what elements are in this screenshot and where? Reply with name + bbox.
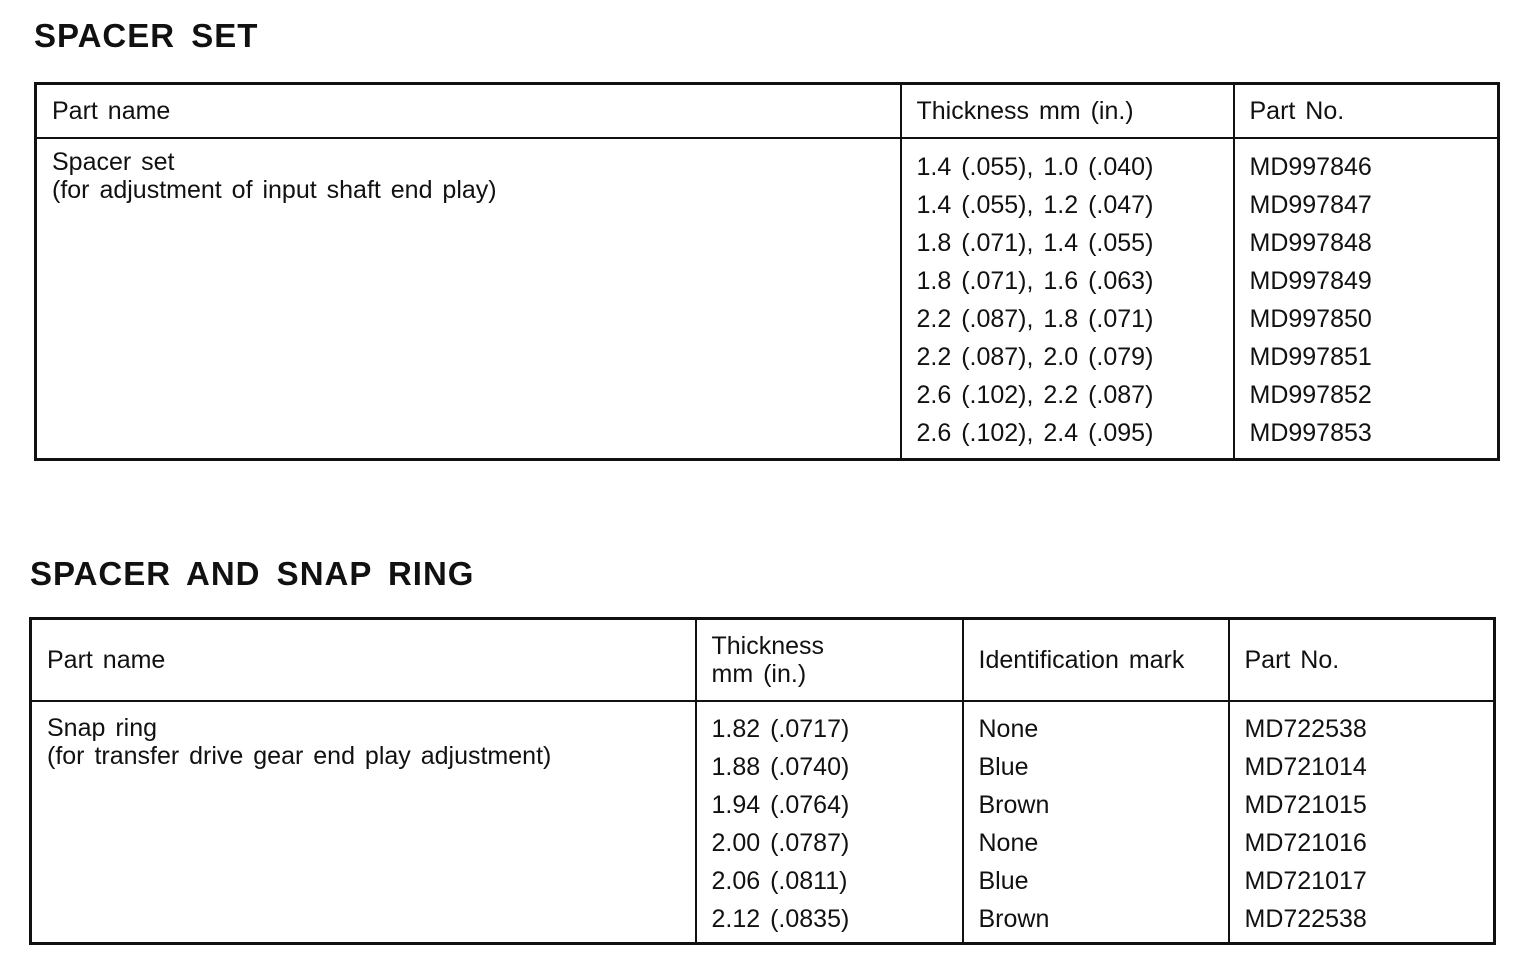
part-no-value: MD997846 [1249, 153, 1372, 181]
part-name-header: Part name [36, 84, 901, 139]
part-no-value: MD721014 [1244, 753, 1367, 781]
part-no-value: MD722538 [1244, 905, 1367, 933]
identification-mark-value: Blue [978, 867, 1029, 895]
thickness-value: 2.2 (.087), 1.8 (.071) [916, 305, 1154, 333]
part-name-cell [36, 138, 901, 460]
part-name-note: (for transfer drive gear end play adjustment) [47, 742, 552, 770]
identification-mark-value: None [978, 829, 1039, 857]
thickness-value: 2.06 (.0811) [711, 867, 848, 895]
part-no-value: MD997850 [1249, 305, 1372, 333]
spacer-set-table [34, 82, 1500, 461]
part-no-value: MD997849 [1249, 267, 1372, 295]
part-no-value: MD997848 [1249, 229, 1372, 257]
identification-mark-value: Brown [978, 905, 1050, 933]
part-no-cell [1229, 701, 1495, 944]
table-row [31, 701, 1495, 944]
thickness-value: 2.6 (.102), 2.4 (.095) [916, 419, 1154, 447]
thickness-value: 2.00 (.0787) [711, 829, 850, 857]
part-no-value: MD997853 [1249, 419, 1372, 447]
thickness-value: 1.8 (.071), 1.6 (.063) [916, 267, 1154, 295]
thickness-header-line2: mm (in.) [711, 660, 807, 688]
part-name-header: Part name [31, 619, 696, 702]
part-name-cell [31, 701, 696, 944]
part-no-value: MD722538 [1244, 715, 1367, 743]
thickness-header-line1: Thickness [711, 632, 825, 660]
part-no-value: MD997851 [1249, 343, 1372, 371]
thickness-header: Thickness mm (in.) [901, 84, 1234, 139]
identification-mark-cell [963, 701, 1229, 944]
thickness-value: 1.8 (.071), 1.4 (.055) [916, 229, 1154, 257]
spacer-snap-ring-table [29, 617, 1496, 945]
thickness-value: 2.6 (.102), 2.2 (.087) [916, 381, 1154, 409]
identification-mark-value: None [978, 715, 1039, 743]
part-name-label: Spacer set [52, 148, 175, 176]
thickness-value: 2.2 (.087), 2.0 (.079) [916, 343, 1154, 371]
thickness-value: 1.82 (.0717) [711, 715, 850, 743]
part-no-header: Part No. [1234, 84, 1499, 139]
table-header-row [36, 84, 1499, 139]
thickness-cell [696, 701, 963, 944]
table-row [36, 138, 1499, 460]
part-no-value: MD721016 [1244, 829, 1367, 857]
part-no-value: MD721015 [1244, 791, 1367, 819]
spacer-set-title: SPACER SET [34, 17, 259, 54]
part-no-value: MD997847 [1249, 191, 1372, 219]
identification-mark-value: Blue [978, 753, 1029, 781]
thickness-cell [901, 138, 1234, 460]
thickness-header [696, 619, 963, 702]
thickness-value: 2.12 (.0835) [711, 905, 850, 933]
thickness-value: 1.4 (.055), 1.2 (.047) [916, 191, 1154, 219]
spacer-snap-ring-title: SPACER AND SNAP RING [30, 555, 475, 592]
part-no-cell [1234, 138, 1499, 460]
part-no-value: MD721017 [1244, 867, 1367, 895]
part-name-label: Snap ring [47, 714, 158, 742]
thickness-value: 1.88 (.0740) [711, 753, 850, 781]
table-header-row [31, 619, 1495, 702]
part-no-header: Part No. [1229, 619, 1495, 702]
part-name-note: (for adjustment of input shaft end play) [52, 176, 497, 204]
thickness-value: 1.4 (.055), 1.0 (.040) [916, 153, 1154, 181]
thickness-value: 1.94 (.0764) [711, 791, 850, 819]
identification-mark-header: Identification mark [963, 619, 1229, 702]
identification-mark-value: Brown [978, 791, 1050, 819]
part-no-value: MD997852 [1249, 381, 1372, 409]
